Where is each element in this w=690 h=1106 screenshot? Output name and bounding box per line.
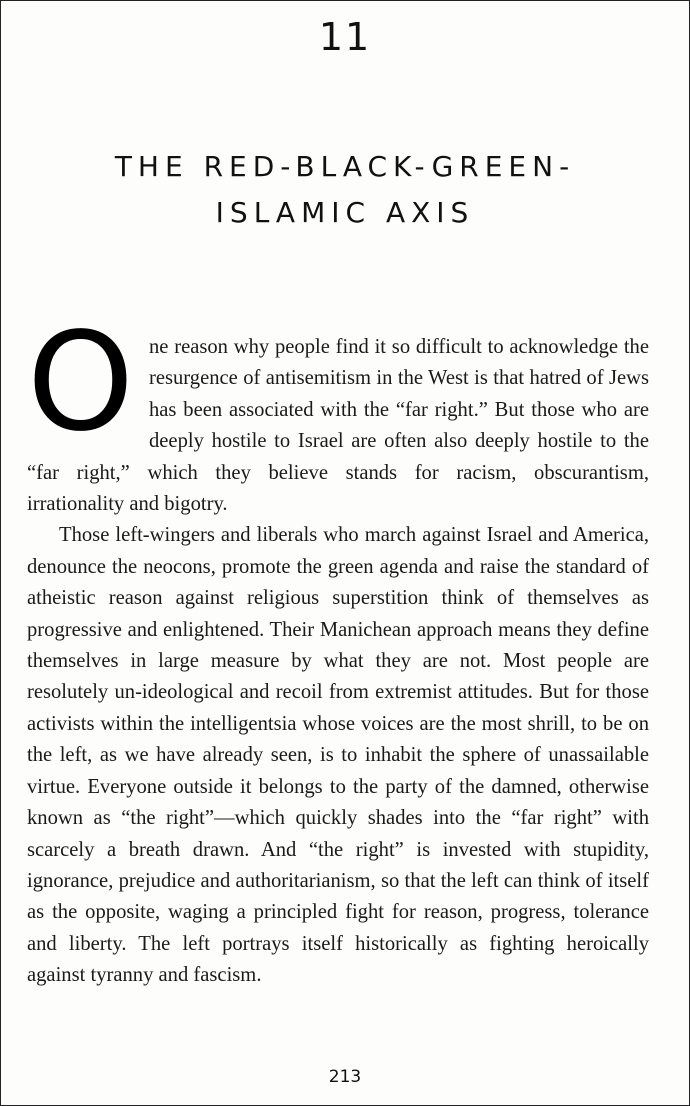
- paragraph-1-text: ne reason why people find it so difficult to acknowledge the resurgence of antisemitism in the West is that hatred of Jews has been associated with the “far right.” But those who are deeply hostile to Israel are often also deeply hostile to the “far right,” which they believe stands for racism, obscurantism, irrationality and bigotry.: [27, 336, 649, 516]
- chapter-title: [1, 144, 689, 236]
- paragraph-1: [27, 304, 649, 520]
- drop-cap: O: [27, 304, 135, 462]
- page-number: 213: [328, 1067, 362, 1087]
- chapter-title-line-2: ISLAMIC AXIS: [215, 196, 475, 229]
- chapter-body: [27, 304, 649, 992]
- chapter-title-line-1: THE RED-BLACK-GREEN-: [114, 150, 576, 183]
- paragraph-2: Those left-wingers and liberals who march against Israel and America, denounce the neocons, promote the green agenda and raise the standard of atheistic reason against religious superstition think of themselves as progressive and enlightened. Their Manichean approach means they define themselves in large measure by what they are not. Most people are resolutely un-ideological and recoil from extremist attitudes. But for those activists within the intelligentsia whose voices are the most shrill, to be on the left, as we have already seen, is to inhabit the sphere of unassailable virtue. Everyone outside it belongs to the party of the damned, otherwise known as “the right”—which quickly shades into the “far right” with scarcely a breath drawn. And “the right” is invested with stupidity, ignorance, prejudice and authoritarianism, so that the left can think of itself as the opposite, waging a principled fight for reason, progress, tolerance and liberty. The left portrays itself historically as fighting heroically against tyranny and fascism.: [27, 524, 649, 987]
- chapter-number: 11: [318, 15, 372, 59]
